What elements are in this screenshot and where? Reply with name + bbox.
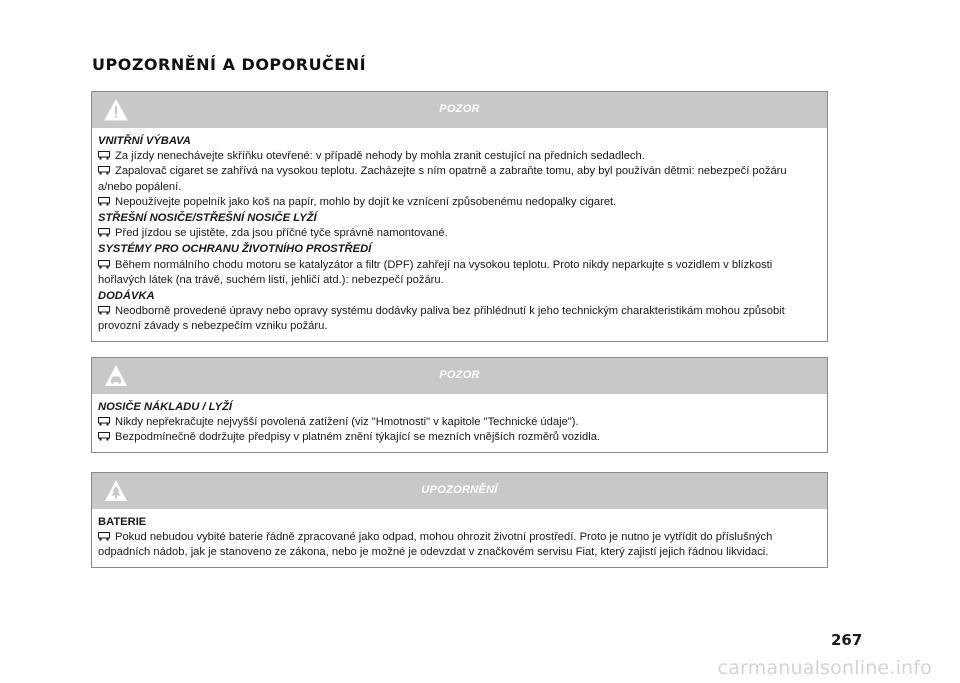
bullet-icon — [98, 531, 110, 539]
box-body — [92, 128, 827, 341]
list-item: Bezpodmínečně dodržujte předpisy v platném znění týkající se mezních vnějších rozměrů vozidla. — [98, 430, 821, 445]
bullet-icon — [98, 227, 110, 235]
list-item: Za jízdy nenechávejte skříňku otevřené: v případě nehody by mohla zranit cestující na předních sedadlech. — [98, 149, 821, 164]
list-item: Pokud nebudou vybité baterie řádně zpracované jako odpad, mohou ohrozit životní prostředí. Proto je nutno je vytřídit do příslušných odpadních nádob, jak je stanoveno ze zákona, nebo je možné je odevzdat v značkovém servisu Fiat, který zajistí jejich řádnou likvidaci. — [98, 531, 773, 559]
section-heading: NOSIČE NÁKLADU / LYŽÍ — [98, 401, 233, 413]
bullet-icon — [98, 196, 110, 204]
environment-box-battery — [91, 472, 828, 568]
box-header — [92, 92, 827, 128]
list-item: Neodborně provedené úpravy nebo opravy systému dodávky paliva bez přihlédnutí k jeho technickým charakteristikám mohou způsobit provozní závady s nebezpečím vzniku požáru. — [98, 305, 785, 333]
bullet-icon — [98, 259, 110, 267]
section-heading: DODÁVKA — [98, 290, 155, 303]
bullet-icon — [98, 150, 110, 158]
box-body — [92, 509, 827, 567]
box-header-title: POZOR — [439, 369, 480, 381]
warning-box-interior — [91, 91, 828, 342]
section-heading: BATERIE — [98, 516, 147, 528]
bullet-icon — [98, 165, 110, 173]
box-body — [92, 394, 827, 452]
list-item: Během normálního chodu motoru se katalyzátor a filtr (DPF) zahřejí na vysokou teplotu. Proto nikdy neparkujte s vozidlem v blízkosti hořlavých látek (na trávě, suchém listí, jehličí atd.): nebezpečí požáru. — [98, 258, 773, 286]
box-header-title: POZOR — [439, 103, 480, 115]
box-header — [92, 358, 827, 394]
list-item: Nepoužívejte popelník jako koš na papír, mohlo by dojít ke vznícení způsobenému nedopalky cigaret. — [98, 195, 821, 210]
list-item: Před jízdou se ujistěte, zda jsou příčné tyče správně namontované. — [98, 226, 821, 241]
box-header — [92, 473, 827, 509]
bullet-icon — [98, 431, 110, 439]
list-item: Zapalovač cigaret se zahřívá na vysokou teplotu. Zacházejte s ním opatrně a zabraňte tomu, aby byl používán dětmi: nebezpečí požáru a/nebo popálení. — [98, 165, 787, 193]
bullet-icon — [98, 305, 110, 313]
section-heading: VNITŘNÍ VÝBAVA — [98, 135, 191, 147]
watermark: carmanualsonline.info — [717, 657, 932, 679]
section-heading: SYSTÉMY PRO OCHRANU ŽIVOTNÍHO PROSTŘEDÍ — [98, 243, 372, 256]
page-title: UPOZORNĚNÍ A DOPORUČENÍ — [92, 55, 367, 74]
section-heading: STŘEŠNÍ NOSIČE/STŘEŠNÍ NOSIČE LYŽÍ — [98, 212, 317, 225]
box-header-title: UPOZORNĚNÍ — [421, 484, 498, 496]
list-item: Nikdy nepřekračujte nejvyšší povolená zatížení (viz "Hmotnosti" v kapitole "Technické údaje"). — [98, 415, 821, 430]
bullet-icon — [98, 416, 110, 424]
warning-box-roof-racks — [91, 357, 828, 453]
page-number: 267 — [831, 631, 863, 649]
